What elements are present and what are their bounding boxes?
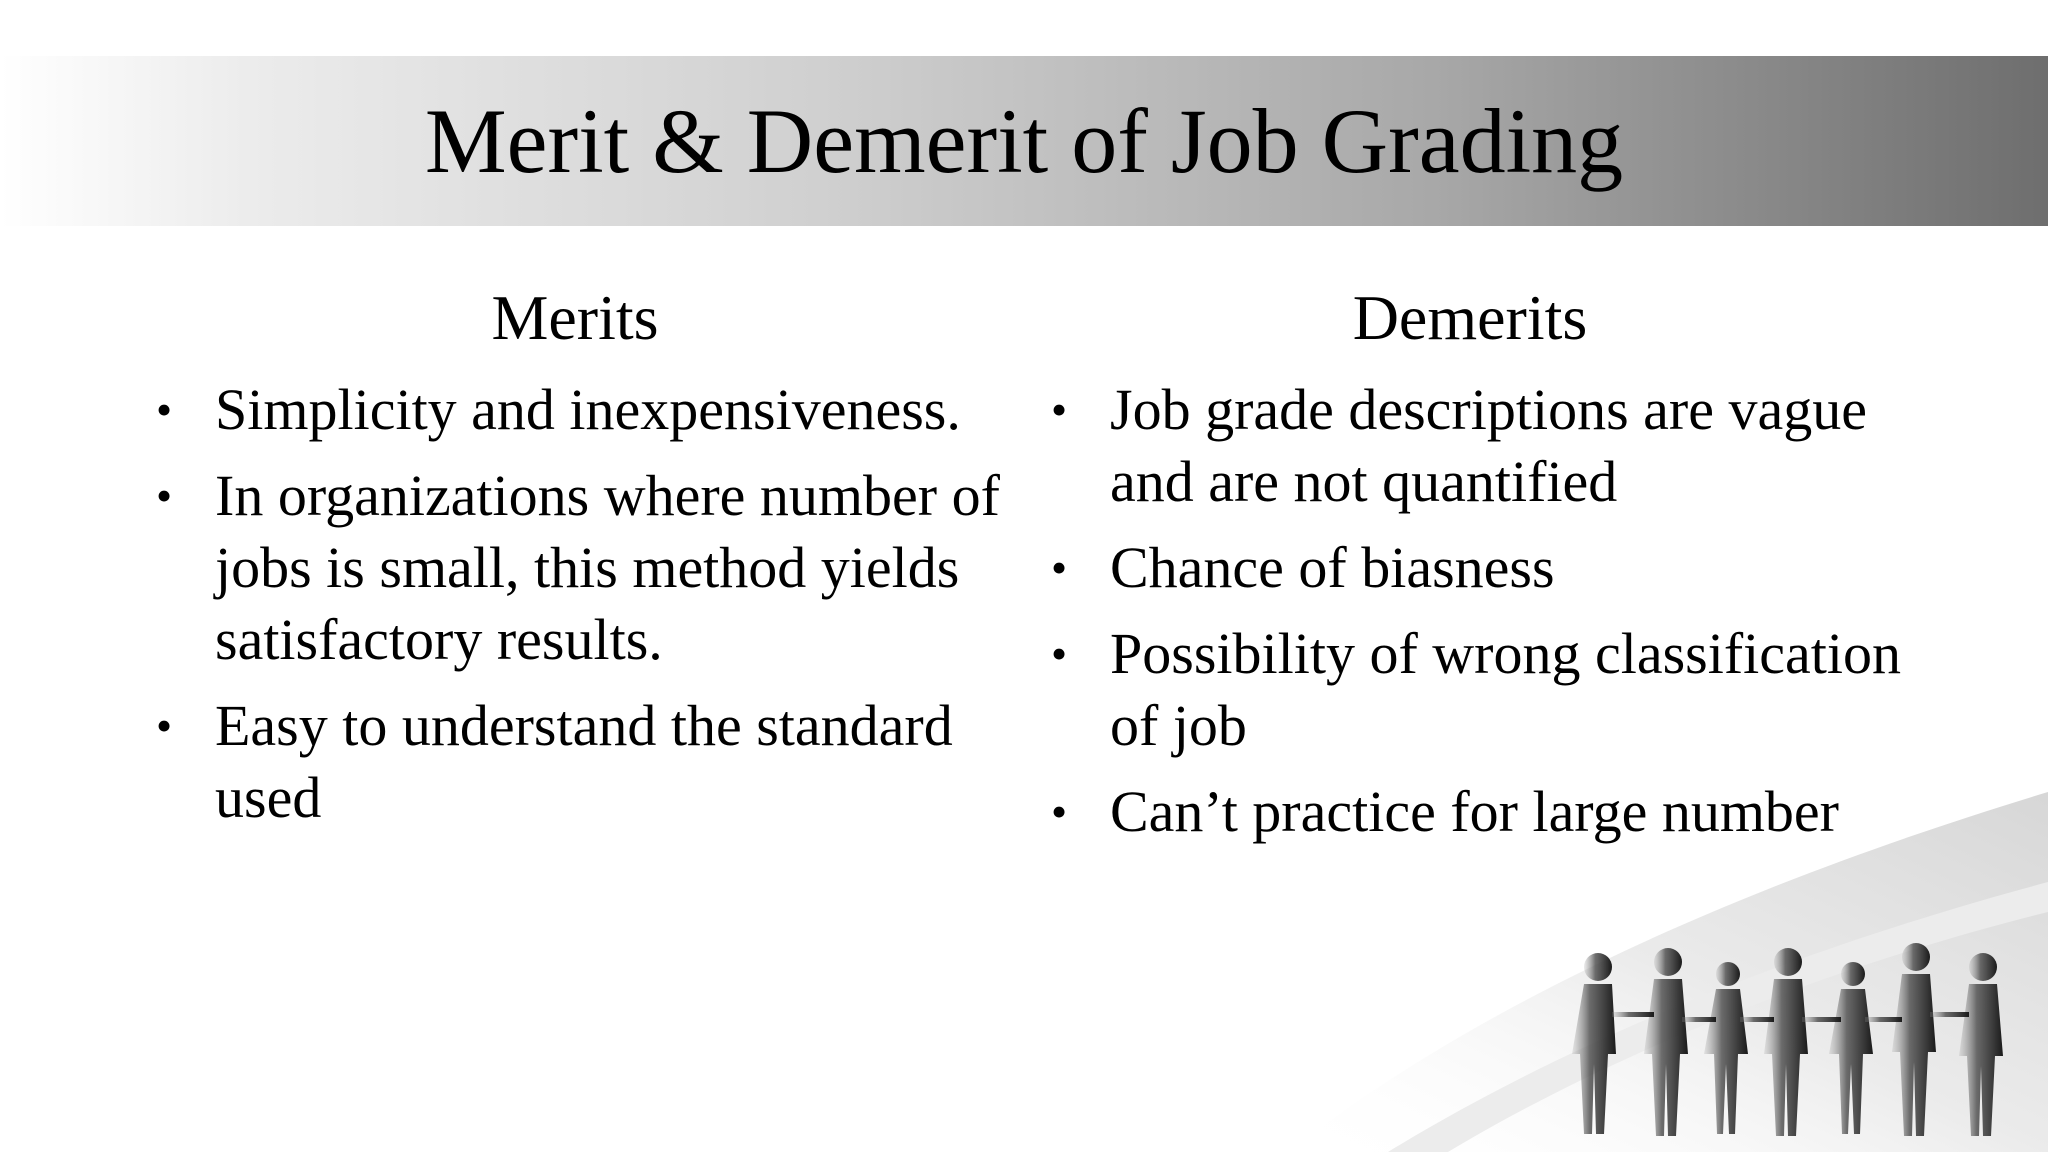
bullet-icon: • [156, 700, 173, 751]
bullet-icon: • [1051, 628, 1068, 679]
bullet-icon: • [1051, 542, 1068, 593]
demerit-text: Possibility of wrong classification of job [1110, 621, 1901, 758]
list-item [1045, 374, 1925, 518]
merit-text: Simplicity and inexpensiveness. [215, 377, 961, 442]
bullet-icon: • [156, 384, 173, 435]
bullet-icon: • [1051, 786, 1068, 837]
slide-title: Merit & Demerit of Job Grading [424, 90, 1624, 192]
people-holding-hands-icon [1268, 712, 2048, 1152]
merit-text: In organizations where number of jobs is small, this method yields satisfactory results. [215, 463, 1000, 672]
demerit-text: Can’t practice for large number [1110, 779, 1839, 844]
list-item [150, 690, 1000, 834]
bullet-icon: • [156, 470, 173, 521]
demerits-heading: Demerits [1352, 282, 1588, 353]
list-item [150, 460, 1000, 676]
merits-heading: Merits [491, 282, 659, 353]
merits-list [150, 374, 1000, 848]
merit-text: Easy to understand the standard used [215, 693, 953, 830]
demerit-text: Job grade descriptions are vague and are not quantified [1110, 377, 1867, 514]
demerit-text: Chance of biasness [1110, 535, 1555, 600]
bullet-icon: • [1051, 384, 1068, 435]
list-item [1045, 532, 1925, 604]
list-item [150, 374, 1000, 446]
